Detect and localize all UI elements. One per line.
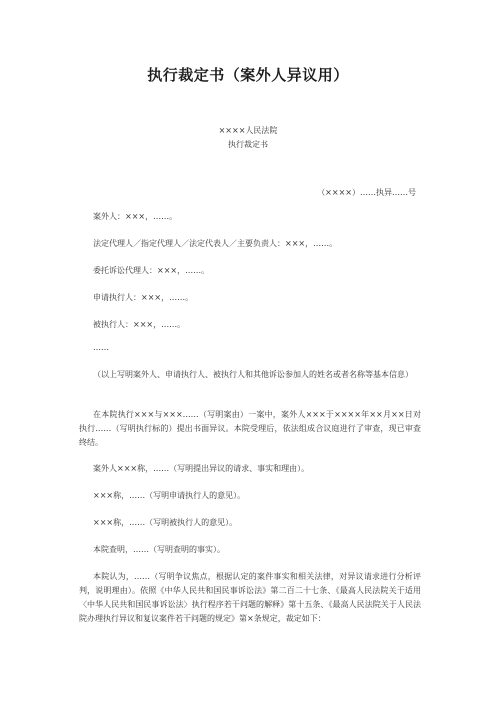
paragraph-basic-info-note: （以上写明案外人、申请执行人、被执行人和其他诉讼参加人的姓名或者名称等基本信息）: [93, 370, 413, 379]
party-applicant: 申请执行人：×××，……。: [93, 293, 194, 302]
paragraph-outsider-claim: 案外人×××称，……（写明提出异议的请求、事实和理由）。: [93, 464, 310, 473]
paragraph-applicant-opinion: ×××称，……（写明申请执行人的意见）。: [93, 491, 246, 500]
document-title: 执行裁定书（案外人异议用）: [147, 66, 349, 84]
party-agent: 委托诉讼代理人：×××，……。: [93, 266, 210, 275]
paragraph-respondent-opinion: ×××称，……（写明被执行人的意见）。: [93, 518, 238, 527]
case-number: （××××）……执异……号: [317, 188, 416, 197]
paragraph-case-background: 在本院执行×××与×××……（写明案由）一案中，案外人×××于××××年××月××日对执行……（写明执行标的）提出书面异议。本院受理后，依法组成合议庭进行了审查，现已审查终结。: [79, 410, 421, 447]
party-legal-representative: 法定代理人／指定代理人／法定代表人／主要负责人：×××，……。: [93, 239, 338, 248]
party-outsider: 案外人：×××，……。: [93, 212, 178, 221]
document-type: 执行裁定书: [228, 140, 268, 149]
paragraph-facts-found: 本院查明，……（写明查明的事实）。: [93, 545, 225, 554]
paragraph-court-reasoning: 本院认为，……（写明争议焦点，根据认定的案件事实和相关法律，对异议请求进行分析评判，说明理由）。依照《中华人民共和国民事诉讼法》第二百二十七条、《最高人民法院关于适用〈中华人民共和国民事诉讼法〉执行程序若干问题的解释》第十五条、《最高人民法院关于人民法院办理执行异议和复议案件若干问题的规定》第×条规定，裁定如下：: [79, 572, 421, 623]
party-respondent: 被执行人：×××，……。: [93, 320, 186, 329]
party-ellipsis: ……: [93, 343, 109, 352]
court-name: ××××人民法院: [218, 126, 278, 135]
